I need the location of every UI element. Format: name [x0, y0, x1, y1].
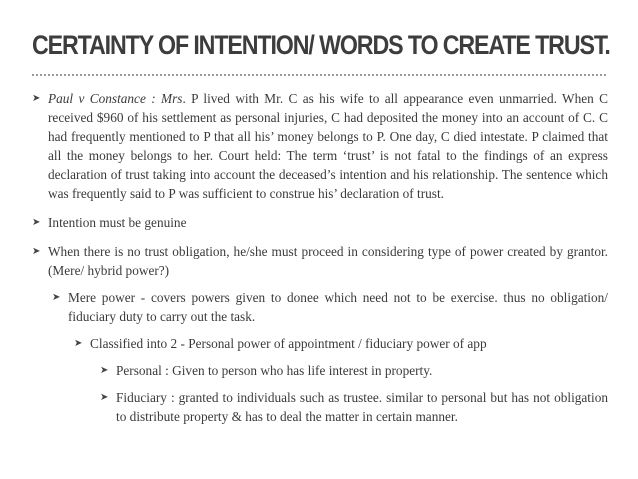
list-item: [32, 242, 608, 280]
arrow-bullet-icon: ➤: [100, 365, 109, 376]
item-text: Fiduciary : granted to individuals such as trustee. similar to personal but has not obligation to distribute property & has to deal the matter in certain manner.: [116, 390, 608, 424]
arrow-bullet-icon: ➤: [32, 246, 41, 257]
case-name: Paul v Constance : Mrs: [48, 91, 183, 106]
list-item: [32, 89, 608, 203]
arrow-bullet-icon: ➤: [32, 217, 41, 228]
list-item: [32, 288, 608, 326]
list-item: [32, 213, 608, 232]
case-text: . P lived with Mr. C as his wife to all appearance even unmarried. When C received $960 of his settlement as personal injuries, C had deposited the money into an account of C. C had frequently mentioned to P that all his’ money belongs to P. One day, C died intestate. P claimed that all the money belongs to her. Court held: The term ‘trust’ is not fatal to the findings of an express declaration of trust taking into account the deceased’s intention and his relationship. The sentence which was frequently said to P was sufficient to construe his’ declaration of trust.: [48, 91, 609, 201]
slide-title: CERTAINTY OF INTENTION/ WORDS TO CREATE TRUST.: [32, 30, 610, 60]
item-text: Personal : Given to person who has life interest in property.: [116, 363, 433, 378]
list-item: [32, 334, 608, 353]
list-item: [32, 361, 608, 380]
item-text: Mere power - covers powers given to donee which need not to be exercise. thus no obligation/ fiduciary duty to carry out the task.: [68, 290, 608, 324]
arrow-bullet-icon: ➤: [100, 392, 109, 403]
bullet-list: [32, 89, 608, 426]
arrow-bullet-icon: ➤: [52, 292, 61, 303]
arrow-bullet-icon: ➤: [74, 338, 83, 349]
arrow-bullet-icon: ➤: [32, 93, 41, 104]
dotted-divider: [32, 74, 606, 76]
list-item: [32, 388, 608, 426]
item-text: Classified into 2 - Personal power of appointment / fiduciary power of app: [90, 336, 487, 351]
item-text: When there is no trust obligation, he/she must proceed in considering type of power created by grantor. (Mere/ hybrid power?): [48, 244, 608, 278]
item-text: Intention must be genuine: [48, 215, 187, 230]
